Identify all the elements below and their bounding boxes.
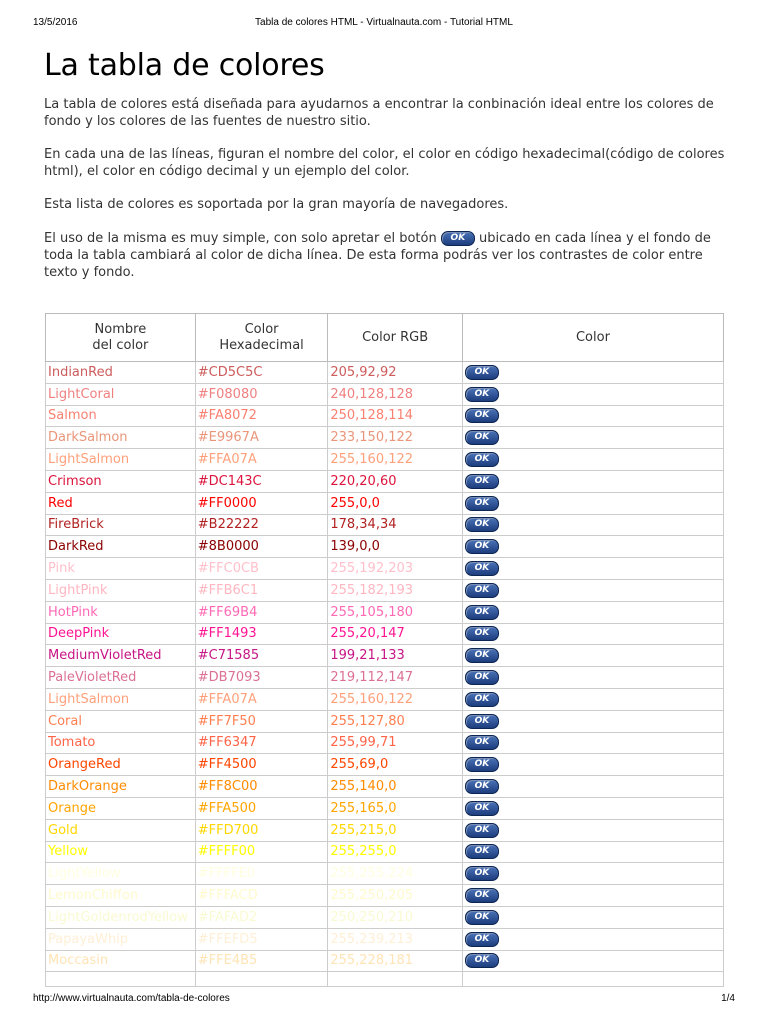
color-hex-cell: #FFA500 [195, 797, 328, 819]
color-rgb-cell: 199,21,133 [328, 645, 463, 667]
table-row [46, 863, 724, 885]
print-date: 13/5/2016 [33, 17, 78, 28]
color-rgb-cell: 240,128,128 [328, 383, 463, 405]
color-rgb-cell: 250,128,114 [328, 405, 463, 427]
header-rgb: Color RGB [328, 314, 463, 362]
color-hex-cell: #FF69B4 [195, 601, 328, 623]
color-hex-cell: #B22222 [195, 514, 328, 536]
ok-button[interactable]: OK [465, 844, 499, 859]
color-button-cell [462, 601, 723, 623]
color-rgb-cell: 255,99,71 [328, 732, 463, 754]
color-rgb-cell: 255,239,213 [328, 928, 463, 950]
color-hex-cell: #FFD700 [195, 819, 328, 841]
ok-button[interactable]: OK [465, 387, 499, 402]
color-name-cell: IndianRed [46, 362, 196, 384]
header-color: Color [462, 314, 723, 362]
color-button-cell [462, 819, 723, 841]
color-name-cell: Salmon [46, 405, 196, 427]
table-row [46, 797, 724, 819]
color-button-cell [462, 492, 723, 514]
color-hex-cell: #FF0000 [195, 492, 328, 514]
table-row [46, 514, 724, 536]
color-name-cell: PapayaWhip [46, 928, 196, 950]
color-hex-cell: #FFA07A [195, 688, 328, 710]
intro-paragraph: La tabla de colores está diseñada para ayudarnos a encontrar la conbinación ideal entre los colores de fondo y los colores de las fuentes de nuestro sitio. [44, 97, 714, 129]
color-hex-cell: #8B0000 [195, 536, 328, 558]
color-name-cell: LemonChiffon [46, 885, 196, 907]
ok-button[interactable]: OK [465, 626, 499, 641]
color-button-cell [462, 362, 723, 384]
empty-cell [195, 972, 328, 987]
color-hex-cell: #FFB6C1 [195, 579, 328, 601]
table-row [46, 688, 724, 710]
color-hex-cell: #DB7093 [195, 667, 328, 689]
color-button-cell [462, 536, 723, 558]
color-button-cell [462, 579, 723, 601]
color-rgb-cell: 255,215,0 [328, 819, 463, 841]
color-name-cell: DarkRed [46, 536, 196, 558]
color-hex-cell: #E9967A [195, 427, 328, 449]
color-rgb-cell: 220,20,60 [328, 470, 463, 492]
table-row [46, 601, 724, 623]
color-button-cell [462, 928, 723, 950]
color-button-cell [462, 754, 723, 776]
support-paragraph: Esta lista de colores es soportada por la gran mayoría de navegadores. [44, 197, 509, 212]
ok-button[interactable]: OK [465, 539, 499, 554]
color-hex-cell: #FF6347 [195, 732, 328, 754]
ok-button[interactable]: OK [465, 517, 499, 532]
empty-cell [328, 972, 463, 987]
ok-button[interactable]: OK [465, 823, 499, 838]
color-button-cell [462, 645, 723, 667]
ok-button[interactable]: OK [465, 953, 499, 968]
color-hex-cell: #FFFACD [195, 885, 328, 907]
table-row-partial [46, 972, 724, 987]
color-button-cell [462, 732, 723, 754]
color-name-cell: DeepPink [46, 623, 196, 645]
color-button-cell [462, 710, 723, 732]
color-name-cell: MediumVioletRed [46, 645, 196, 667]
table-row [46, 470, 724, 492]
color-rgb-cell: 255,228,181 [328, 950, 463, 972]
color-rgb-cell: 255,105,180 [328, 601, 463, 623]
color-hex-cell: #FF4500 [195, 754, 328, 776]
table-row [46, 362, 724, 384]
ok-button[interactable]: OK [465, 670, 499, 685]
color-name-cell: Pink [46, 558, 196, 580]
table-row [46, 928, 724, 950]
table-row [46, 667, 724, 689]
ok-button[interactable]: OK [465, 932, 499, 947]
color-name-cell: Coral [46, 710, 196, 732]
ok-button-example[interactable]: OK [441, 231, 475, 246]
color-rgb-cell: 255,127,80 [328, 710, 463, 732]
color-button-cell [462, 797, 723, 819]
ok-button[interactable]: OK [465, 735, 499, 750]
color-button-cell [462, 776, 723, 798]
color-rgb-cell: 255,20,147 [328, 623, 463, 645]
table-row [46, 950, 724, 972]
ok-button[interactable]: OK [465, 365, 499, 380]
color-hex-cell: #FF7F50 [195, 710, 328, 732]
color-rgb-cell: 255,250,205 [328, 885, 463, 907]
color-name-cell: LightCoral [46, 383, 196, 405]
color-rgb-cell: 255,255,224 [328, 863, 463, 885]
table-row [46, 492, 724, 514]
color-name-cell: LightPink [46, 579, 196, 601]
table-row [46, 906, 724, 928]
color-button-cell [462, 514, 723, 536]
color-hex-cell: #FF8C00 [195, 776, 328, 798]
color-button-cell [462, 667, 723, 689]
empty-cell [462, 972, 723, 987]
color-hex-cell: #F08080 [195, 383, 328, 405]
table-row [46, 383, 724, 405]
color-button-cell [462, 863, 723, 885]
color-table [45, 313, 724, 987]
table-row [46, 819, 724, 841]
color-button-cell [462, 470, 723, 492]
color-button-cell [462, 841, 723, 863]
color-name-cell: Gold [46, 819, 196, 841]
header-hex-label: Color Hexadecimal [219, 321, 304, 353]
footer-page-number: 1/4 [721, 993, 735, 1004]
ok-button[interactable]: OK [465, 866, 499, 881]
ok-button[interactable]: OK [465, 605, 499, 620]
ok-button[interactable]: OK [465, 452, 499, 467]
color-rgb-cell: 205,92,92 [328, 362, 463, 384]
table-row [46, 710, 724, 732]
color-button-cell [462, 405, 723, 427]
color-rgb-cell: 139,0,0 [328, 536, 463, 558]
color-hex-cell: #FA8072 [195, 405, 328, 427]
ok-button[interactable]: OK [465, 496, 499, 511]
empty-cell [46, 972, 196, 987]
header-hex [195, 314, 328, 362]
color-button-cell [462, 688, 723, 710]
table-row [46, 754, 724, 776]
color-rgb-cell: 255,0,0 [328, 492, 463, 514]
header-name [46, 314, 196, 362]
color-hex-cell: #FFC0CB [195, 558, 328, 580]
table-row [46, 427, 724, 449]
footer-url: http://www.virtualnauta.com/tabla-de-colores [33, 993, 230, 1004]
color-button-cell [462, 623, 723, 645]
ok-button[interactable]: OK [465, 779, 499, 794]
print-header [0, 17, 768, 33]
page-title: La tabla de colores [44, 48, 325, 83]
table-row [46, 623, 724, 645]
color-rgb-cell: 219,112,147 [328, 667, 463, 689]
color-name-cell: Red [46, 492, 196, 514]
table-row [46, 776, 724, 798]
ok-button[interactable]: OK [465, 648, 499, 663]
usage-text-after: ubicado en cada línea y el fondo de toda la tabla cambiará al color de dicha línea. De esta forma podrás ver los contrastes de color entre texto y fondo. [44, 231, 711, 280]
ok-button[interactable]: OK [465, 757, 499, 772]
color-name-cell: DarkSalmon [46, 427, 196, 449]
color-hex-cell: #FFFF00 [195, 841, 328, 863]
header-name-label: Nombre del color [92, 321, 149, 353]
color-name-cell: PaleVioletRed [46, 667, 196, 689]
color-hex-cell: #FFEFD5 [195, 928, 328, 950]
table-header-row [46, 314, 724, 362]
print-footer [0, 993, 768, 1009]
color-button-cell [462, 427, 723, 449]
table-row [46, 841, 724, 863]
color-rgb-cell: 255,165,0 [328, 797, 463, 819]
table-row [46, 885, 724, 907]
table-row [46, 732, 724, 754]
color-hex-cell: #C71585 [195, 645, 328, 667]
color-name-cell: HotPink [46, 601, 196, 623]
color-name-cell: Crimson [46, 470, 196, 492]
table-row [46, 405, 724, 427]
color-hex-cell: #FF1493 [195, 623, 328, 645]
color-name-cell: Tomato [46, 732, 196, 754]
ok-button[interactable]: OK [465, 430, 499, 445]
color-name-cell: Orange [46, 797, 196, 819]
table-body [46, 362, 724, 987]
color-hex-cell: #DC143C [195, 470, 328, 492]
ok-button[interactable]: OK [465, 714, 499, 729]
color-rgb-cell: 250,250,210 [328, 906, 463, 928]
print-title: Tabla de colores HTML - Virtualnauta.com - Tutorial HTML [255, 17, 513, 28]
color-hex-cell: #CD5C5C [195, 362, 328, 384]
ok-button[interactable]: OK [465, 408, 499, 423]
color-name-cell: LightSalmon [46, 688, 196, 710]
color-button-cell [462, 449, 723, 471]
description-paragraph: En cada una de las líneas, figuran el nombre del color, el color en código hexadecimal(código de colores html), el color en código decimal y un ejemplo del color. [44, 147, 725, 179]
color-button-cell [462, 383, 723, 405]
table-row [46, 558, 724, 580]
ok-button[interactable]: OK [465, 583, 499, 598]
usage-paragraph [44, 230, 734, 281]
color-button-cell [462, 950, 723, 972]
color-hex-cell: #FFFFE0 [195, 863, 328, 885]
color-rgb-cell: 233,150,122 [328, 427, 463, 449]
color-name-cell: Yellow [46, 841, 196, 863]
ok-button[interactable]: OK [465, 474, 499, 489]
color-rgb-cell: 255,69,0 [328, 754, 463, 776]
ok-button[interactable]: OK [465, 888, 499, 903]
ok-button[interactable]: OK [465, 910, 499, 925]
color-rgb-cell: 255,160,122 [328, 688, 463, 710]
color-hex-cell: #FFE4B5 [195, 950, 328, 972]
usage-text-before: El uso de la misma es muy simple, con solo apretar el botón [44, 231, 441, 246]
ok-button[interactable]: OK [465, 801, 499, 816]
color-rgb-cell: 178,34,34 [328, 514, 463, 536]
table-row [46, 449, 724, 471]
ok-button[interactable]: OK [465, 692, 499, 707]
color-name-cell: FireBrick [46, 514, 196, 536]
table-row [46, 536, 724, 558]
color-name-cell: Moccasin [46, 950, 196, 972]
color-name-cell: LightSalmon [46, 449, 196, 471]
color-button-cell [462, 558, 723, 580]
color-name-cell: OrangeRed [46, 754, 196, 776]
color-rgb-cell: 255,192,203 [328, 558, 463, 580]
color-name-cell: LightGoldenrodYellow [46, 906, 196, 928]
color-rgb-cell: 255,160,122 [328, 449, 463, 471]
color-hex-cell: #FFA07A [195, 449, 328, 471]
color-rgb-cell: 255,182,193 [328, 579, 463, 601]
color-rgb-cell: 255,255,0 [328, 841, 463, 863]
color-button-cell [462, 906, 723, 928]
ok-button[interactable]: OK [465, 561, 499, 576]
table-row [46, 579, 724, 601]
table-row [46, 645, 724, 667]
color-button-cell [462, 885, 723, 907]
color-name-cell: DarkOrange [46, 776, 196, 798]
color-hex-cell: #FAFAD2 [195, 906, 328, 928]
color-name-cell: LightYellow [46, 863, 196, 885]
color-rgb-cell: 255,140,0 [328, 776, 463, 798]
